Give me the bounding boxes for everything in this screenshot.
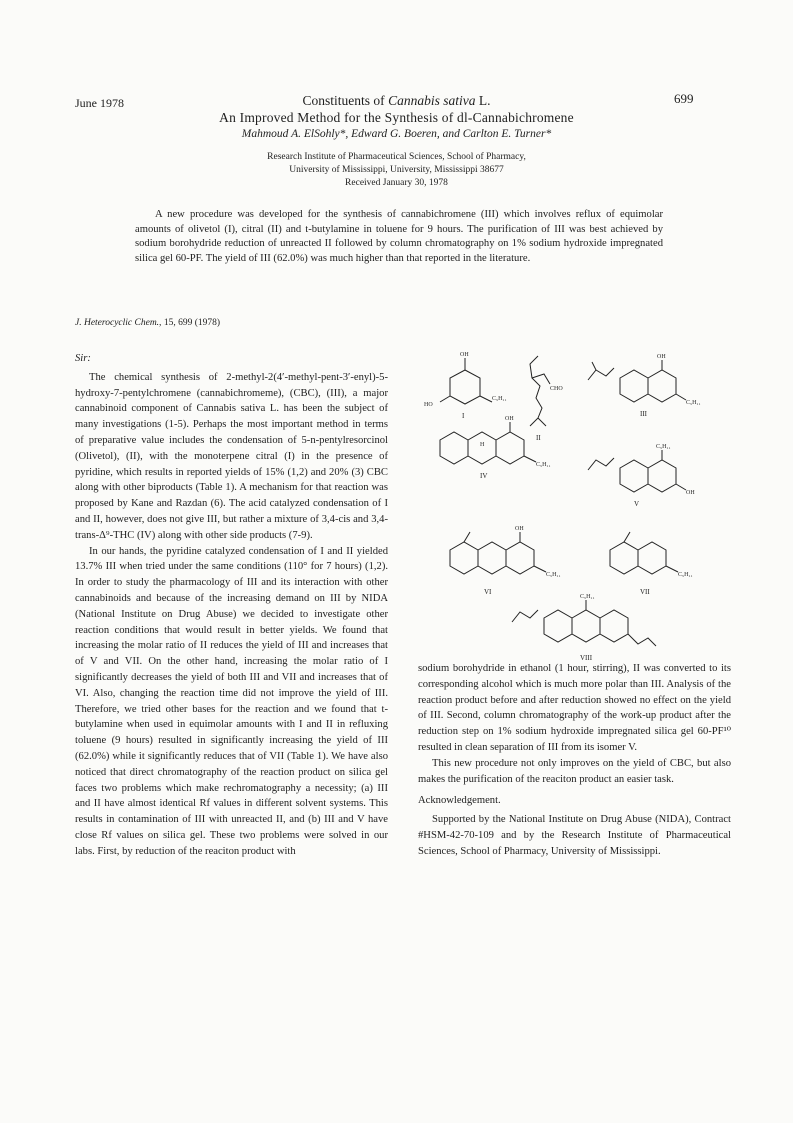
structure-label-vi: VI [484,588,492,596]
structure-VII [610,532,678,574]
structure-VIII [512,600,656,646]
page-number: 699 [674,91,694,106]
atom-label-c5h11: C₅H₁₁ [492,396,507,402]
atom-label-c5h11: C₅H₁₁ [580,594,595,600]
structure-V [588,450,686,492]
running-header-date: June 1978 [75,96,124,110]
structure-label-iii: III [640,410,647,418]
body-right-column [418,661,731,860]
structure-VI [450,532,546,574]
body-paragraph: In our hands, the pyridine catalyzed condensation of I and II yielded 13.7% III when tried under the same conditions (110° for 7 hours) (1,2). In order to study the pharmacology of III and its interaction with other cannabinoids and because of the increasing demand on III by NIDA (National Institute on Drug Abuse) we decided to investigate other reaction conditions that would result in better yields. We found that increasing the molar ratio of II reduces the yield of III and increases that of V and VII. On the other hand, increasing the molar ratio of I significantly decreases the yield of both III and VII and increases that of VI. Also, changing the reaction time did not improve the yield of III. Therefore, we tried other bases for the reaction and we found that t-butylamine when used in equimolar amounts with I and II in refluxing toluene (9 hours) resulted in significantly increasing the yield of III (62.0%) while it significantly reduces that of VII (Table 1). We have also noticed that direct chromatography of the reaction product on silica gel faces two problems which make rechromatography a necessity; (a) III and II have almost identical Rf values in different solvent systems. This results in contamination of III with unreacted II, and (b) III and V have close Rf values on silica gel. These two problems were solved in our labs. First, by reduction of the reaciton product with [75,545,388,857]
structure-III [588,360,686,402]
atom-label-c5h11: C₅H₁₁ [678,572,693,578]
affiliation-line-2: University of Mississippi, University, Mississippi 38677 [289,165,504,175]
atom-label-h: H [480,442,485,448]
atom-label-c5h11: C₅H₁₁ [546,572,561,578]
atom-label-cho: CHO [550,386,563,392]
structure-label-i: I [462,412,465,420]
structure-label-viii: VIII [580,654,593,662]
author-list: Mahmoud A. ElSohly*, Edward G. Boeren, and Carlton E. Turner* [241,128,552,140]
atom-label-oh: OH [657,354,666,360]
article-title: An Improved Method for the Synthesis of dl-Cannabichromene [219,110,574,125]
chemical-structures-figure [420,350,740,690]
atom-label-oh: OH [460,352,469,358]
atom-label-oh: OH [686,490,695,496]
atom-label-ho: HO [424,402,433,408]
structure-IV [440,422,536,464]
structure-label-iv: IV [480,472,488,480]
abstract: A new procedure was developed for the synthesis of cannabichromene (III) which involves reflux of equimolar amounts of olivetol (I), citral (II) and t-butylamine in toluene for 9 hours. The purification of III was best achieved by sodium borohydride reduction of unreacted II followed by column chromatography on 1% sodium hydroxide impregnated silica gel 60-PF. The yield of III (62.0%) was much higher than that reported in the literature. [135,209,663,264]
atom-label-c5h11: C₅H₁₁ [686,400,701,406]
atom-label-oh: OH [515,526,524,532]
series-title: Constituents of Cannabis sativa L. [302,93,491,108]
salutation: Sir: [75,353,91,364]
structure-II [530,356,550,426]
received-date: Received January 30, 1978 [345,178,448,188]
body-paragraph: The chemical synthesis of 2-methyl-2(4′-methyl-pent-3′-enyl)-5-hydroxy-7-pentylchromene (cannabichromeme), (CBC), (III), a major cannabinoid component of Cannabis sativa L. has been the subject of many investigations (1-5). Perhaps the most important method in terms of preparative value includes the condensation of 5-n-pentylresorcinol (Olivetol), (II), with the monoterpene citral (I) in the presence of pyridine, which results in reported yields of 15% (1,2) and 20% (3) CBC along with other biproducts (Table 1). A mechanism for that reaction was proposed by Kane and Razdan (6). The acid catalyzed condensation of I and II, however, does not give III, but rather a mixture of 3,4-cis and 3,4-trans-Δ⁹-THC (IV) along with other side products (7-9). [75,371,388,541]
acknowledgement-text: Supported by the National Institute on Drug Abuse (NIDA), Contract #HSM-42-70-109 and by the Research Institute of Pharmaceutical Sciences, School of Pharmacy, University of Mississippi. [418,814,731,857]
structure-label-vii: VII [640,588,650,596]
body-paragraph: This new procedure not only improves on the yield of CBC, but also makes the purification of the reaciton product an easier task. [418,757,731,785]
journal-citation: J. Heterocyclic Chem., 15, 699 (1978) [75,318,221,328]
body-paragraph: sodium borohydride in ethanol (1 hour, stirring), II was converted to its corresponding alcohol which is much more polar than III. Analysis of the reaction product before and after reduction showed no effect on the yield of III. Second, column chromatography of the work-up product after the reduction step on 1% sodium hydroxide impregnated silica gel 60-PF¹⁰ resulted in clean separation of III from its isomer V. [418,663,731,753]
body-left-column [75,351,388,860]
structure-label-ii: II [536,434,541,442]
structure-I [440,358,492,404]
atom-label-c5h11: C₅H₁₁ [536,462,551,468]
atom-label-oh: OH [505,416,514,422]
structure-label-v: V [634,500,640,508]
affiliation-line-1: Research Institute of Pharmaceutical Sciences, School of Pharmacy, [267,152,526,162]
atom-label-c5h11: C₅H₁₁ [656,444,671,450]
acknowledgement-heading: Acknowledgement. [418,795,501,807]
